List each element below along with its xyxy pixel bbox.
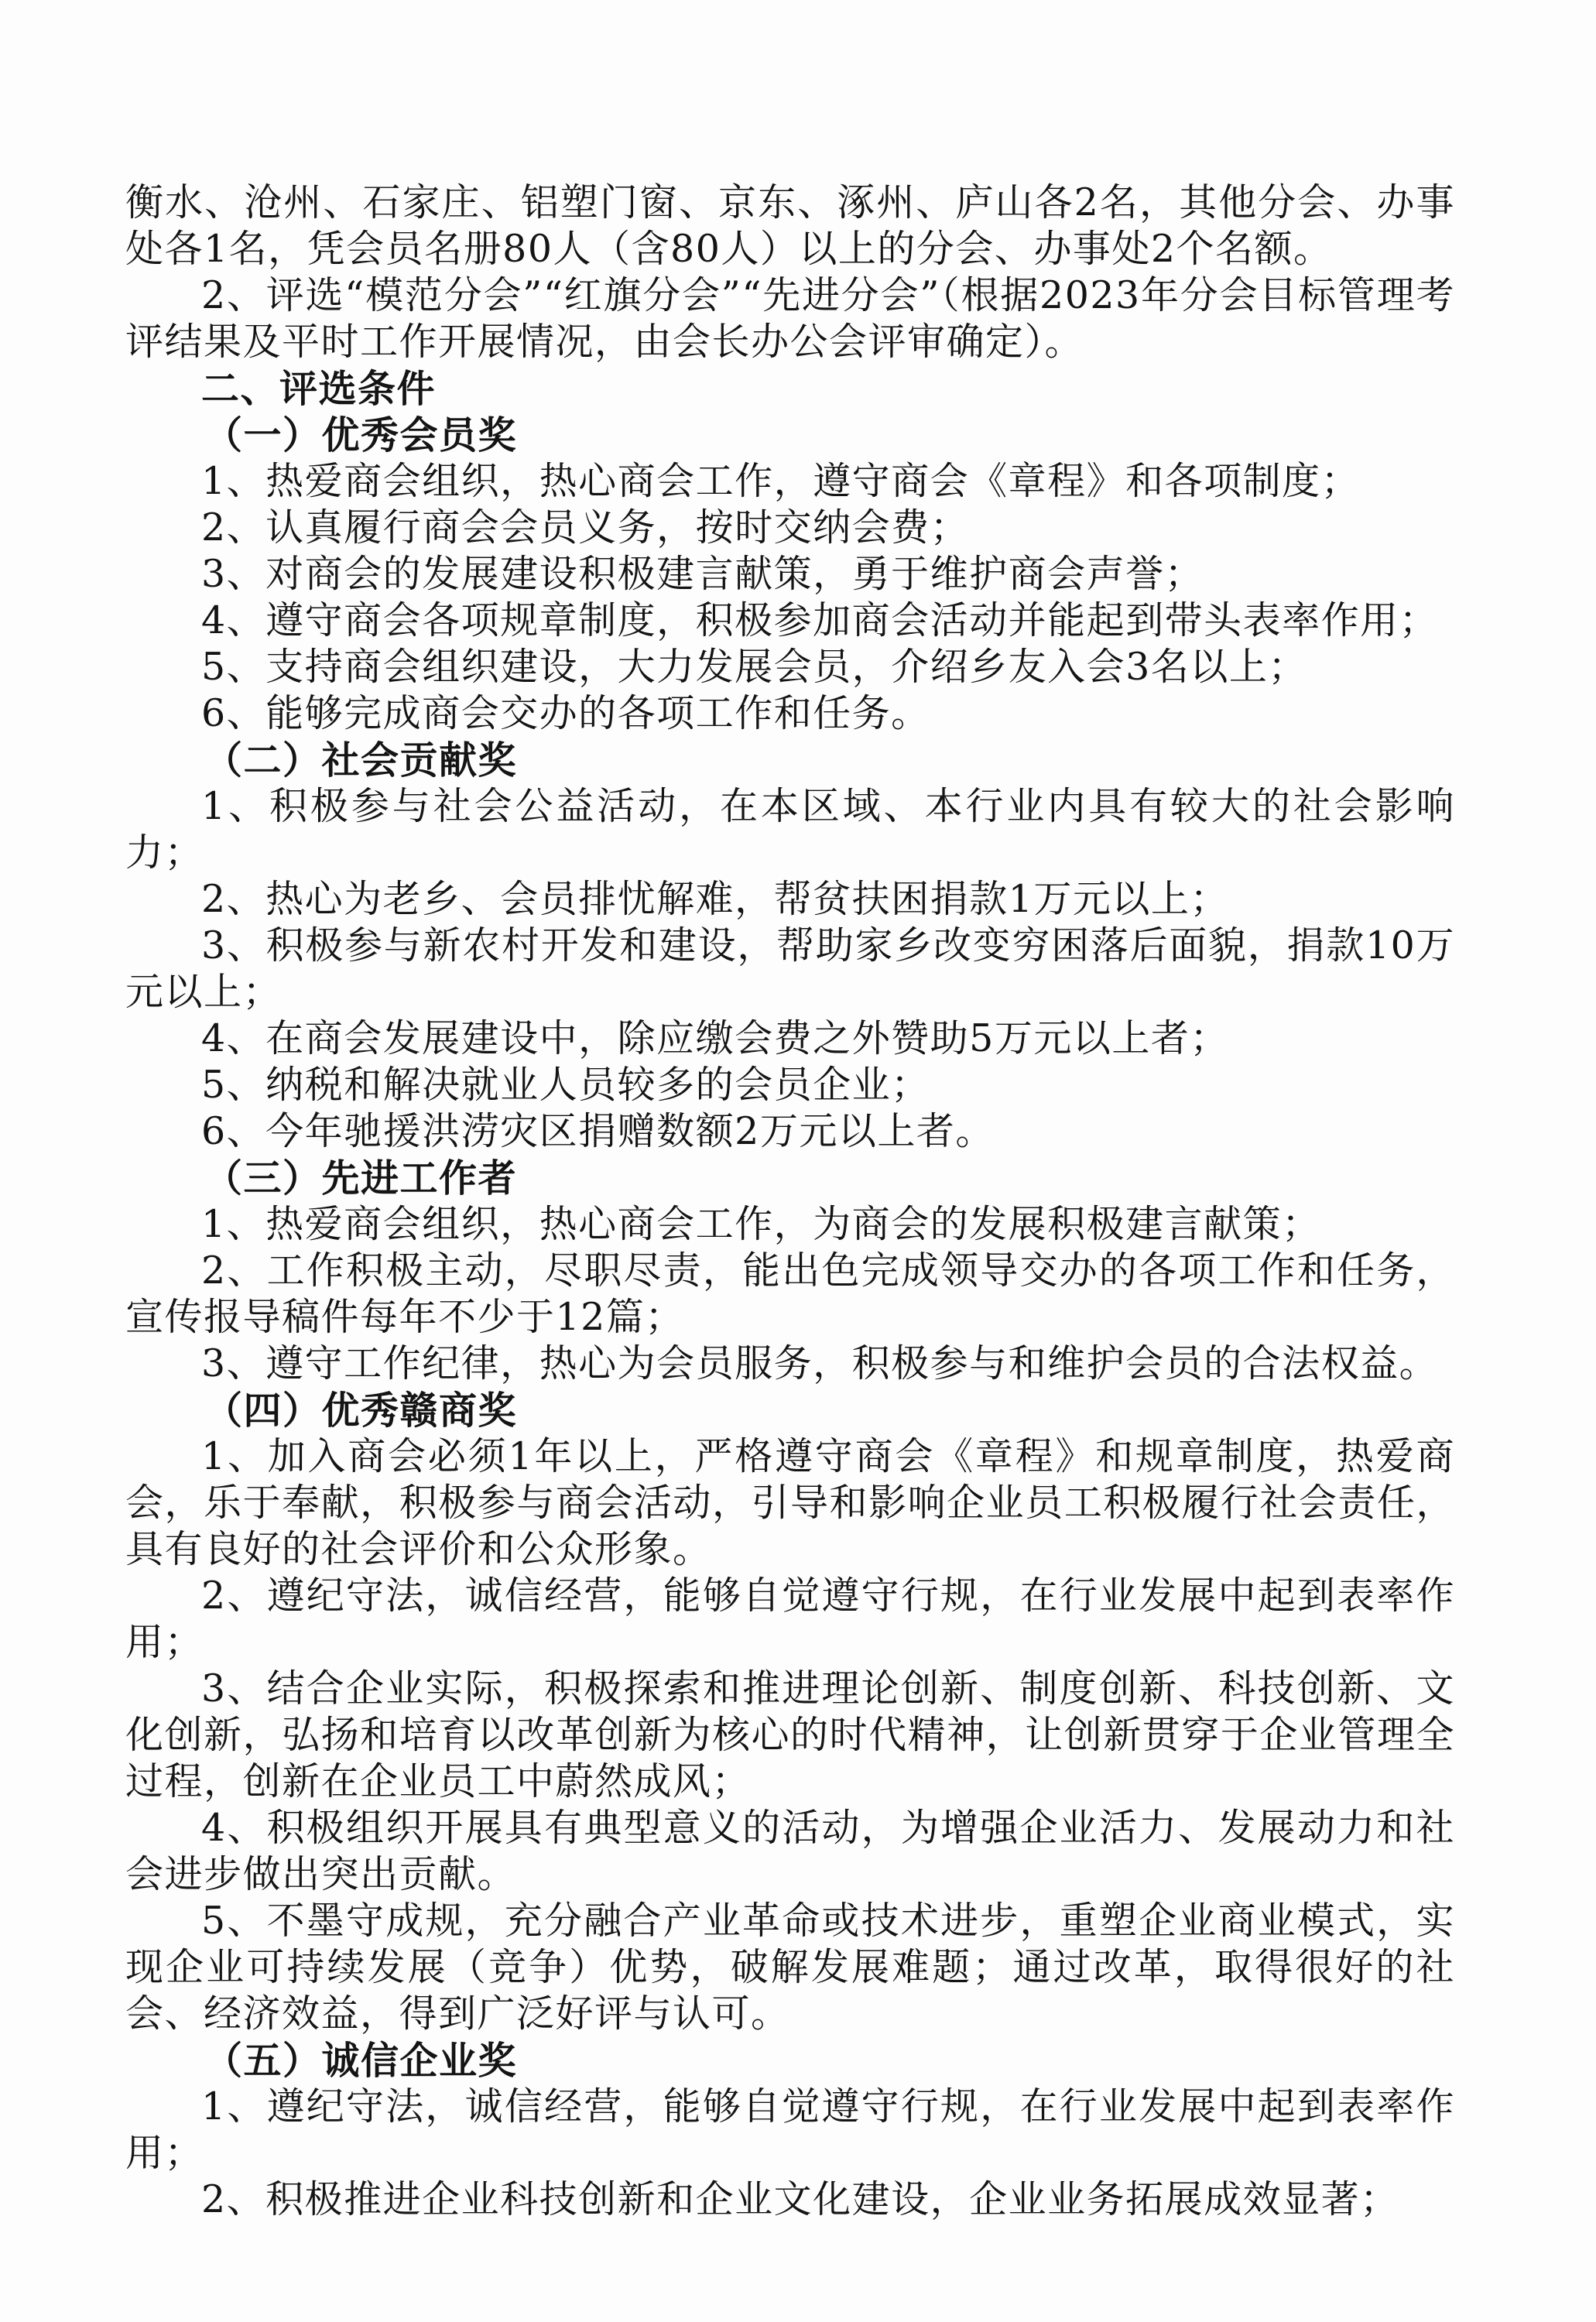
criterion-item: 2、工作积极主动，尽职尽责，能出色完成领导交办的各项工作和任务，宣传报导稿件每年不少于12篇； — [125, 1248, 1455, 1339]
subheading-advanced-worker: （三）先进工作者 — [204, 1156, 518, 1200]
criterion-item: 5、不墨守成规，充分融合产业革命或技术进步，重塑企业商业模式，实现企业可持续发展（竞争）优势，破解发展难题；通过改革，取得很好的社会、经济效益，得到广泛好评与认可。 — [125, 1899, 1455, 2036]
criterion-item: 1、热爱商会组织，热心商会工作，遵守商会《章程》和各项制度； — [201, 459, 1361, 503]
criterion-item: 1、热爱商会组织，热心商会工作，为商会的发展积极建言献策； — [201, 1202, 1321, 1246]
criterion-item: 1、积极参与社会公益活动，在本区域、本行业内具有较大的社会影响力； — [125, 784, 1455, 875]
criterion-item: 4、积极组织开展具有典型意义的活动，为增强企业活力、发展动力和社会进步做出突出贡献。 — [125, 1806, 1455, 1896]
criterion-item: 3、遵守工作纪律，热心为会员服务，积极参与和维护会员的合法权益。 — [201, 1341, 1439, 1385]
subheading-excellent-gan-merchant-award: （四）优秀赣商奖 — [204, 1388, 518, 1433]
criterion-item: 2、认真履行商会会员义务，按时交纳会费； — [201, 505, 970, 550]
criterion-item: 2、遵纪守法，诚信经营，能够自觉遵守行规，在行业发展中起到表率作用； — [125, 1574, 1455, 1664]
criterion-item: 6、能够完成商会交办的各项工作和任务。 — [201, 691, 930, 735]
criterion-item: 1、加入商会必须1年以上，严格遵守商会《章程》和规章制度，热爱商会，乐于奉献，积极参与商会活动，引导和影响企业员工积极履行社会责任，具有良好的社会评价和公众形象。 — [125, 1434, 1455, 1571]
criterion-item: 3、积极参与新农村开发和建设，帮助家乡改变穷困落后面貌，捐款10万元以上； — [125, 923, 1455, 1014]
criterion-item: 1、遵纪守法，诚信经营，能够自觉遵守行规，在行业发展中起到表率作用； — [125, 2084, 1455, 2175]
criterion-item: 2、热心为老乡、会员排忧解难，帮贫扶困捐款1万元以上； — [201, 877, 1229, 921]
subheading-integrity-enterprise-award: （五）诚信企业奖 — [204, 2038, 518, 2083]
paragraph-quota-continuation: 衡水、沧州、石家庄、铝塑门窗、京东、涿州、庐山各2名，其他分会、办事处各1名，凭会员名册80人（含80人）以上的分会、办事处2个名额。 — [125, 180, 1455, 271]
criterion-item: 3、对商会的发展建设积极建言献策，勇于维护商会声誉； — [201, 552, 1204, 596]
subheading-social-contribution-award: （二）社会贡献奖 — [204, 738, 518, 783]
criterion-item: 3、结合企业实际，积极探索和推进理论创新、制度创新、科技创新、文化创新，弘扬和培育以改革创新为核心的时代精神，让创新贯穿于企业管理全过程，创新在企业员工中蔚然成风； — [125, 1666, 1455, 1803]
criterion-item: 2、积极推进企业科技创新和企业文化建设，企业业务拓展成效显著； — [201, 2177, 1399, 2221]
paragraph-model-branch-selection: 2、评选“模范分会”“红旗分会”“先进分会”（根据2023年分会目标管理考评结果及平时工作开展情况，由会长办公会评审确定）。 — [125, 273, 1455, 364]
document-body — [125, 180, 1455, 2223]
subheading-excellent-member-award: （一）优秀会员奖 — [204, 413, 518, 457]
criterion-item: 5、支持商会组织建设，大力发展会员，介绍乡友入会3名以上； — [201, 645, 1307, 689]
criterion-item: 6、今年驰援洪涝灾区捐赠数额2万元以上者。 — [201, 1109, 995, 1153]
criterion-item: 5、纳税和解决就业人员较多的会员企业； — [201, 1063, 930, 1107]
criterion-item: 4、在商会发展建设中，除应缴会费之外赞助5万元以上者； — [201, 1016, 1229, 1060]
criterion-item: 4、遵守商会各项规章制度，积极参加商会活动并能起到带头表率作用； — [201, 598, 1439, 642]
section-heading-selection-criteria: 二、评选条件 — [201, 366, 437, 411]
